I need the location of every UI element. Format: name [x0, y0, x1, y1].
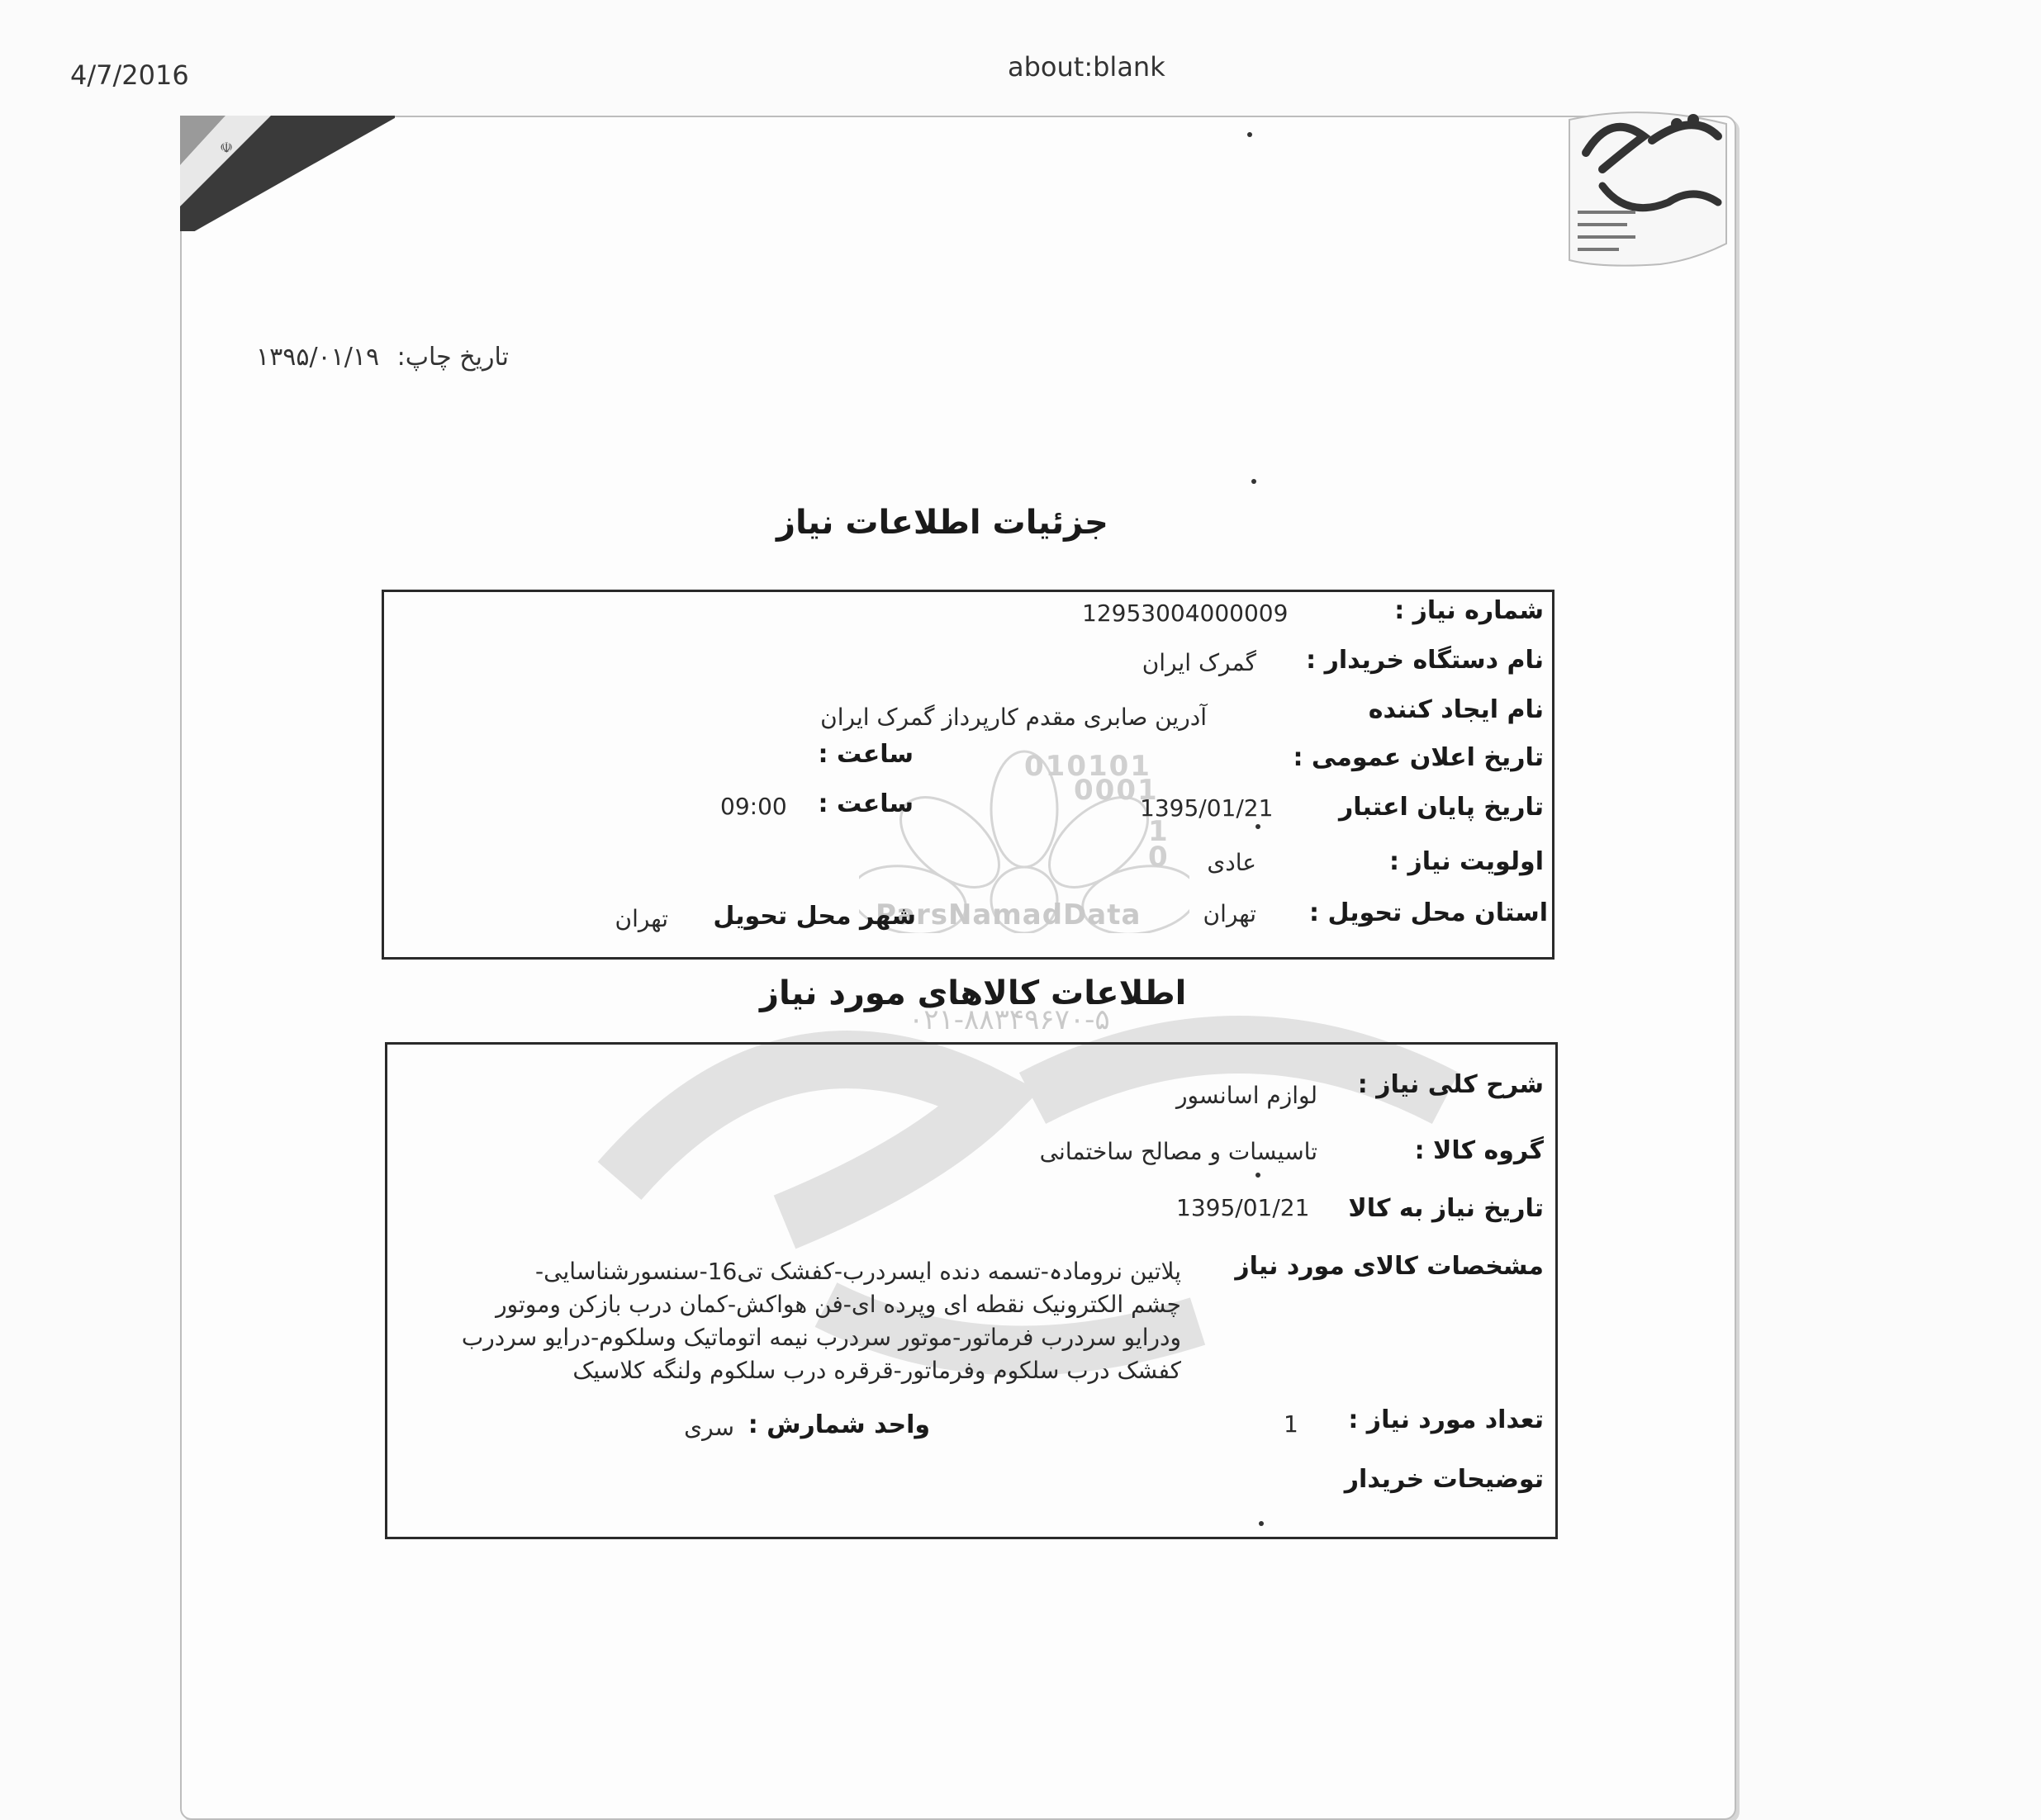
expiry-date-label: تاریخ پایان اعتبار	[1338, 793, 1544, 822]
priority-label: اولویت نیاز :	[1389, 847, 1544, 876]
description-value: لوازم اسانسور	[1175, 1082, 1317, 1109]
specs-line: چشم الکترونیک نقطه ای وپرده ای-فن هواکش-کمان درب بازکن وموتور	[496, 1291, 1181, 1318]
creator-label: نام ایجاد کننده	[1368, 695, 1544, 724]
speck	[1251, 479, 1256, 484]
specs-line: ودرایو سردرب فرماتور-موتور سردرب نیمه اتوماتیک وسلکوم-درایو سردرب	[461, 1324, 1181, 1351]
speck	[1247, 132, 1252, 137]
setad-logo-icon	[1553, 103, 1735, 277]
svg-text:☫: ☫	[220, 140, 234, 157]
city-label: شهر محل تحویل	[713, 902, 916, 931]
watermark-phone: ۰۲۱-۸۸۳۴۹۶۷۰-۵	[909, 1003, 1110, 1036]
specs-line: کفشک درب سلکوم وفرماتور-قرقره درب سلکوم ولنگه کلاسیک	[572, 1357, 1181, 1384]
need-number-value: 12953004000009	[1082, 600, 1289, 627]
province-label: استان محل تحویل :	[1309, 898, 1548, 927]
buyer-label: نام دستگاه خریدار :	[1306, 646, 1544, 675]
flag-corner-icon	[180, 116, 395, 231]
need-number-label: شماره نیاز :	[1394, 596, 1544, 625]
announce-date-label: تاریخ اعلان عمومی :	[1293, 743, 1544, 772]
specs-label: مشخصات کالای مورد نیاز	[1235, 1252, 1544, 1281]
unit-label: واحد شمارش :	[748, 1410, 930, 1439]
topbar-url: about:blank	[1008, 51, 1165, 83]
quantity-label: تعداد مورد نیاز :	[1348, 1405, 1544, 1434]
speck	[1255, 1173, 1260, 1178]
unit-value: سری	[684, 1414, 734, 1441]
topbar-date: 4/7/2016	[70, 59, 189, 91]
expiry-time-value: 09:00	[720, 793, 787, 820]
print-date-value: ۱۳۹۵/۰۱/۱۹	[256, 343, 380, 372]
speck	[1255, 824, 1260, 829]
print-date	[256, 343, 509, 372]
expiry-time-label: ساعت :	[818, 789, 914, 818]
specs-text	[430, 1255, 1181, 1387]
need-date-label: تاریخ نیاز به کالا	[1348, 1194, 1544, 1223]
quantity-value: 1	[1284, 1410, 1298, 1438]
watermark-name: ParsNamadData	[876, 898, 1142, 931]
need-date-value: 1395/01/21	[1176, 1194, 1310, 1221]
creator-value: آدرین صابری مقدم کارپرداز گمرک ایران	[820, 704, 1207, 731]
expiry-date-value: 1395/01/21	[1140, 794, 1274, 822]
buyer-value: گمرک ایران	[1142, 649, 1256, 676]
province-value: تهران	[1203, 900, 1256, 927]
city-value: تهران	[615, 905, 668, 932]
print-date-label: تاریخ چاپ:	[396, 343, 509, 372]
section-title-goods: اطلاعات کالاهای مورد نیاز	[760, 974, 1187, 1012]
watermark-digits-2: 0001	[1074, 774, 1159, 807]
watermark-digits-3: 1	[1148, 815, 1168, 848]
priority-value: عادی	[1207, 849, 1256, 876]
section-title-need-details: جزئیات اطلاعات نیاز	[776, 504, 1108, 542]
group-value: تاسیسات و مصالح ساختمانی	[1039, 1138, 1317, 1165]
watermark-digits-4: 0	[1148, 841, 1168, 874]
watermark-digits-1: 010101	[1024, 750, 1151, 783]
buyer-notes-label: توضیحات خریدار	[1344, 1465, 1544, 1494]
speck	[1259, 1521, 1264, 1526]
specs-line: پلاتین نرومادہ-تسمه دنده ایسردرب-کفشک تی16-سنسورشناسایی-	[535, 1258, 1181, 1285]
group-label: گروه کالا :	[1414, 1136, 1544, 1165]
announce-time-label: ساعت :	[818, 740, 914, 769]
description-label: شرح کلی نیاز :	[1357, 1070, 1544, 1099]
